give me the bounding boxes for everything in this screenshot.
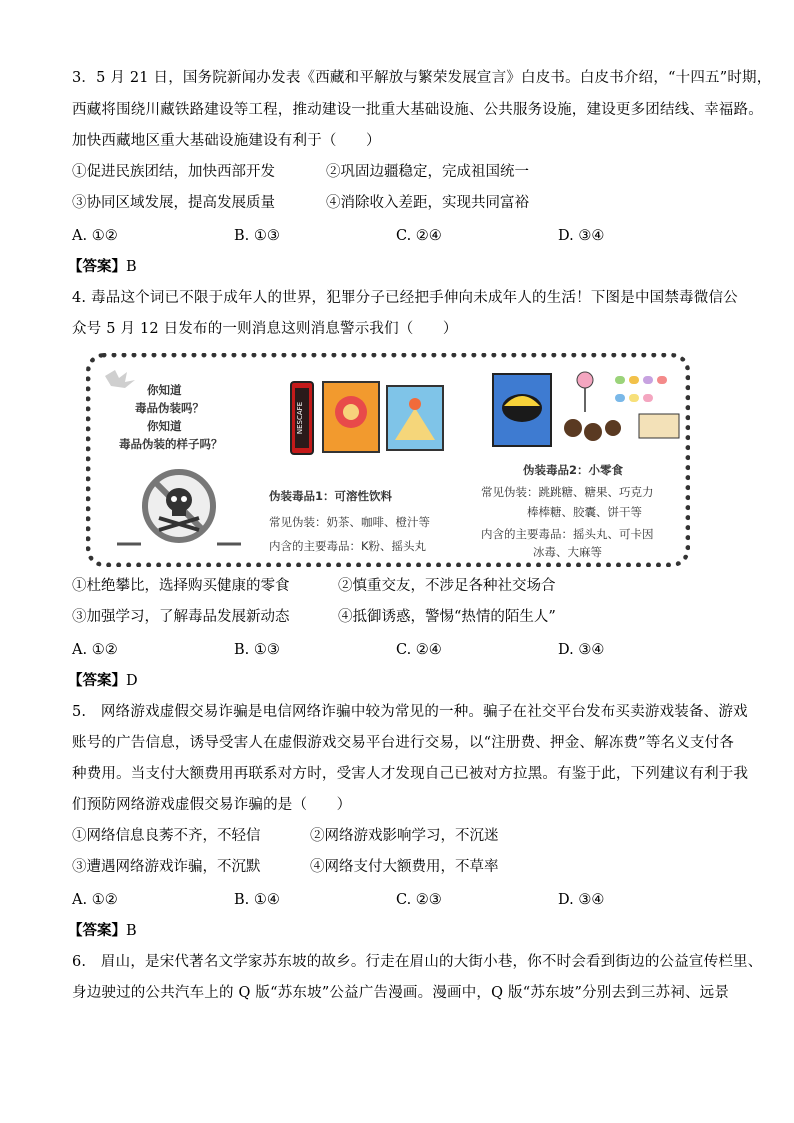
q5-option-b: B. ①④ <box>234 892 280 908</box>
q5-item-3: ③遭遇网络游戏诈骗，不沉默 <box>72 859 261 875</box>
q5-option-a: A. ①② <box>72 892 118 908</box>
q5-line-1: 5. 网络游戏虚假交易诈骗是电信网络诈骗中较为常见的一种。骗子在社交平台发布买卖游戏装备、游戏 <box>72 704 748 720</box>
poster-disguise2-contains-2: 冰毒、大麻等 <box>533 545 602 559</box>
poster-question-3: 你知道 <box>147 419 182 433</box>
q4-answer <box>68 671 138 691</box>
poster-disguise2-common-2: 棒棒糖、胶囊、饼干等 <box>527 505 642 519</box>
q6-line-2: 身边驶过的公共汽车上的 Q 版“苏东坡”公益广告漫画。漫画中，Q 版“苏东坡”分别去到三苏祠、远景 <box>72 985 730 1001</box>
q4-item-3: ③加强学习，了解毒品发展新动态 <box>72 609 290 625</box>
q3-item-4: ④消除收入差距，实现共同富裕 <box>326 195 529 211</box>
q5-option-d: D. ③④ <box>558 892 605 908</box>
poster-disguise1-title: 伪装毒品1：可溶性饮料 <box>269 489 393 503</box>
q4-line-1: 4. 毒品这个词已不限于成年人的世界，犯罪分子已经把手伸向未成年人的生活！下图是中国禁毒微信公 <box>72 290 738 306</box>
q5-item-1: ①网络信息良莠不齐，不轻信 <box>72 828 261 844</box>
q3-option-b: B. ①③ <box>234 228 280 244</box>
q5-line-4: 们预防网络游戏虚假交易诈骗的是（ ） <box>72 797 352 813</box>
snack-packages-icon <box>489 366 685 456</box>
q4-option-c: C. ②④ <box>396 642 442 658</box>
poster-question-1: 你知道 <box>147 383 182 397</box>
q3-line-1: 3．5 月 21 日，国务院新闻办发表《西藏和平解放与繁荣发展宣言》白皮书。白皮书介绍，“十四五”时期， <box>72 70 772 86</box>
q3-option-c: C. ②④ <box>396 228 442 244</box>
q4-line-2: 众号 5 月 12 日发布的一则消息这则消息警示我们（ ） <box>72 321 458 337</box>
q3-answer-label: 【答案】 <box>68 258 126 275</box>
q4-answer-value: D <box>126 673 138 689</box>
q5-option-c: C. ②③ <box>396 892 442 908</box>
q5-item-2: ②网络游戏影响学习，不沉迷 <box>310 828 499 844</box>
q6-line-1: 6. 眉山，是宋代著名文学家苏东坡的故乡。行走在眉山的大街小巷，你不时会看到街边的公益宣传栏里、 <box>72 954 763 970</box>
poster-disguise1-contains: 内含的主要毒品：K粉、摇头丸 <box>269 539 427 553</box>
q3-answer <box>68 257 137 277</box>
poster-disguise2-common-1: 常见伪装：跳跳糖、糖果、巧克力 <box>481 485 654 499</box>
poster-question-2: 毒品伪装吗？ <box>135 401 204 415</box>
q4-item-1: ①杜绝攀比，选择购买健康的零食 <box>72 578 290 594</box>
poster-disguise2-contains-1: 内含的主要毒品：摇头丸、可卡因 <box>481 527 654 541</box>
poster-question-4: 毒品伪装的样子吗？ <box>119 437 223 451</box>
q3-line-3: 加快西藏地区重大基础设施建设有利于（ ） <box>72 133 381 149</box>
q5-answer <box>68 921 137 941</box>
q4-item-4: ④抵御诱惑，警惕“热情的陌生人” <box>338 609 556 625</box>
q3-item-3: ③协同区域发展，提高发展质量 <box>72 195 275 211</box>
poster-disguise1-common: 常见伪装：奶茶、咖啡、橙汁等 <box>269 515 430 529</box>
splash-decoration-icon <box>101 366 141 396</box>
q3-option-a: A. ①② <box>72 228 118 244</box>
q4-option-b: B. ①③ <box>234 642 280 658</box>
q3-item-2: ②巩固边疆稳定，完成祖国统一 <box>326 164 529 180</box>
poster-disguise2-title: 伪装毒品2：小零食 <box>523 463 624 477</box>
beverage-packages-icon <box>287 378 447 458</box>
q5-line-2: 账号的广告信息，诱导受害人在虚假游戏交易平台进行交易，以“注册费、押金、解冻费”等名义支付各 <box>72 735 735 751</box>
q3-answer-value: B <box>126 259 137 275</box>
q3-option-d: D. ③④ <box>558 228 605 244</box>
q3-item-1: ①促进民族团结，加快西部开发 <box>72 164 275 180</box>
q5-item-4: ④网络支付大额费用，不草率 <box>310 859 499 875</box>
q4-option-d: D. ③④ <box>558 642 605 658</box>
q5-answer-label: 【答案】 <box>68 922 126 939</box>
no-drugs-skull-icon <box>113 460 243 552</box>
can-label: NESCAFE <box>296 401 304 435</box>
q4-item-2: ②慎重交友，不涉足各种社交场合 <box>338 578 556 594</box>
drug-disguise-poster <box>86 353 690 567</box>
q5-answer-value: B <box>126 923 137 939</box>
q5-line-3: 种费用。当支付大额费用再联系对方时，受害人才发现自己已被对方拉黑。有鉴于此，下列建议有利于我 <box>72 766 749 782</box>
q4-answer-label: 【答案】 <box>68 672 126 689</box>
q3-line-2: 西藏将围绕川藏铁路建设等工程，推动建设一批重大基础设施、公共服务设施，建设更多团结线、幸福路。 <box>72 102 763 118</box>
q4-option-a: A. ①② <box>72 642 118 658</box>
